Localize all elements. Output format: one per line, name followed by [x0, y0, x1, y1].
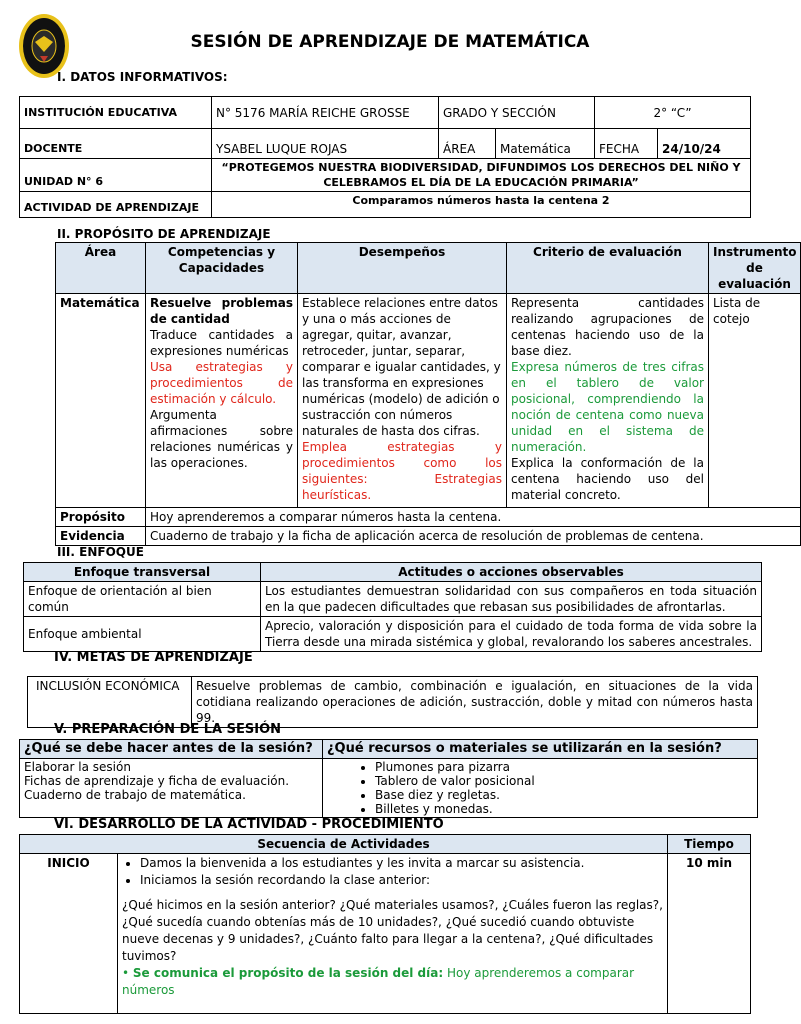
preparacion-table — [19, 739, 758, 818]
inicio-bullet: • Iniciamos la sesión recordando la clase anterior: — [140, 872, 663, 889]
competencias-cell — [146, 294, 298, 508]
criterio-1: Representa cantidades realizando agrupaciones de centenas haciendo uso de la base diez. — [511, 296, 704, 358]
grado-label: GRADO Y SECCIÓN — [439, 97, 595, 129]
institucion-value: N° 5176 MARÍA REICHE GROSSE — [212, 97, 439, 129]
procedimiento-table — [19, 834, 751, 1014]
criterio-3: Explica la conformación de la centena haciendo uso del material concreto. — [511, 456, 704, 502]
section-3-heading: III. ENFOQUE — [57, 545, 144, 559]
section-6-heading: VI. DESARROLLO DE LA ACTIVIDAD - PROCEDIMIENTO — [54, 817, 444, 832]
docente-label: DOCENTE — [20, 129, 212, 159]
bullet-icon: • — [122, 966, 133, 980]
evidencia-value: Cuaderno de trabajo y la ficha de aplicación acerca de resolución de problemas de centena. — [146, 527, 801, 546]
grado-value: 2° “C” — [595, 97, 751, 129]
antes-item: Fichas de aprendizaje y ficha de evaluación. — [24, 774, 290, 788]
antes-item: Elaborar la sesión — [24, 760, 131, 774]
header-area: Área — [56, 243, 146, 294]
enfoque-name: Enfoque ambiental — [24, 617, 261, 652]
inicio-questions: ¿Qué hicimos en la sesión anterior? ¿Qué materiales usamos?, ¿Cuáles fueron las reglas?, ¿Qué sucedía cuando obtenías más de 10 unidades?, ¿Qué sucedió cuando obtuviste nueve decenas y 9 unidades?, ¿Cuánto falto para llegar a la centena?, ¿Qué dificultades tuvimos? — [122, 898, 663, 963]
purpose-bold: Se comunica el propósito de la sesión del día: — [132, 966, 444, 980]
metas-table — [27, 676, 758, 728]
datos-table — [19, 96, 751, 218]
instrumento-cell: Lista de cotejo — [709, 294, 801, 508]
time-inicio: 10 min — [668, 854, 751, 1014]
enfoque-header-1: Enfoque transversal — [24, 563, 261, 582]
actividad-label: ACTIVIDAD DE APRENDIZAJE — [20, 192, 212, 218]
secuencia-header: Secuencia de Actividades — [20, 835, 668, 854]
area-label: ÁREA — [439, 129, 496, 159]
competencia-title: Resuelve problemas de cantidad — [150, 296, 293, 326]
unidad-label: UNIDAD N° 6 — [20, 159, 212, 192]
phase-inicio: INICIO — [20, 854, 118, 1014]
header-desempenos: Desempeños — [298, 243, 507, 294]
docente-value: YSABEL LUQUE ROJAS — [212, 129, 439, 159]
recurso-item: • Plumones para pizarra — [375, 760, 753, 774]
criterio-cell — [507, 294, 709, 508]
preparacion-header-1: ¿Qué se debe hacer antes de la sesión? — [20, 740, 323, 759]
fecha-value: 24/10/24 — [658, 129, 751, 159]
enfoque-header-2: Actitudes o acciones observables — [261, 563, 762, 582]
tiempo-header: Tiempo — [668, 835, 751, 854]
section-4-heading: IV. METAS DE APRENDIZAJE — [54, 650, 253, 665]
capacidad-2: Usa estrategias y procedimientos de estimación y cálculo. — [150, 360, 293, 406]
enfoque-table — [23, 562, 762, 652]
capacidad-1: Traduce cantidades a expresiones numéricas — [150, 328, 293, 358]
section-2-heading: II. PROPÓSITO DE APRENDIZAJE — [57, 227, 271, 241]
section-5-heading: V. PREPARACIÓN DE LA SESIÓN — [54, 722, 282, 737]
metas-value: Resuelve problemas de cambio, combinación e igualación, en situaciones de la vida cotidiana realizando operaciones de adición, sustracción, doble y mitad con números hasta 99. — [192, 677, 758, 728]
recursos-cell — [323, 759, 758, 818]
criterio-2: Expresa números de tres cifras en el tablero de valor posicional, comprendiendo la noción de centena como nueva unidad en el sistema de numeración. — [511, 360, 704, 454]
section-1-heading: I. DATOS INFORMATIVOS: — [57, 70, 228, 84]
proposito-value: Hoy aprenderemos a comparar números hasta la centena. — [146, 508, 801, 527]
header-competencias: Competencias y Capacidades — [146, 243, 298, 294]
area-value: Matemática — [496, 129, 595, 159]
desempenos-cell — [298, 294, 507, 508]
evidencia-label: Evidencia — [56, 527, 146, 546]
area-cell: Matemática — [56, 294, 146, 508]
desempeno-2: Emplea estrategias y procedimientos como los siguientes: Estrategias heurísticas. — [302, 440, 502, 502]
recurso-item: • Base diez y regletas. — [375, 788, 753, 802]
enfoque-actitud: Los estudiantes demuestran solidaridad con sus compañeros en toda situación en la que padecen dificultades que rebasan sus posibilidades de afrontarlas. — [261, 582, 762, 617]
enfoque-name: Enfoque de orientación al bien común — [24, 582, 261, 617]
enfoque-actitud: Aprecio, valoración y disposición para el cuidado de toda forma de vida sobre la Tierra desde una mirada sistémica y global, revalorando los saberes ancestrales. — [261, 617, 762, 652]
recurso-item: • Tablero de valor posicional — [375, 774, 753, 788]
institucion-label: INSTITUCIÓN EDUCATIVA — [20, 97, 212, 129]
proposito-label: Propósito — [56, 508, 146, 527]
desempeno-1: Establece relaciones entre datos y una o más acciones de agregar, quitar, avanzar, retroceder, juntar, separar, comparar e igualar cantidades, y las transforma en expresiones numéricas (modelo) de adición o sustracción con números naturales de hasta dos cifras. — [302, 296, 501, 438]
header-instrumento: Instrumento de evaluación — [709, 243, 801, 294]
proposito-table — [55, 242, 801, 546]
inicio-bullet: • Damos la bienvenida a los estudiantes y les invita a marcar su asistencia. — [140, 855, 663, 872]
metas-label: INCLUSIÓN ECONÓMICA — [28, 677, 192, 728]
page-title: SESIÓN DE APRENDIZAJE DE MATEMÁTICA — [190, 32, 590, 52]
inicio-content — [118, 854, 668, 1014]
recurso-item: • Billetes y monedas. — [375, 802, 753, 816]
unidad-value: “PROTEGEMOS NUESTRA BIODIVERSIDAD, DIFUNDIMOS LOS DERECHOS DEL NIÑO Y CELEBRAMOS EL DÍA DE LA EDUCACIÓN PRIMARIA” — [212, 159, 751, 192]
header-criterio: Criterio de evaluación — [507, 243, 709, 294]
purpose-text: Hoy aprenderemos a comparar números — [122, 966, 635, 997]
antes-cell — [20, 759, 323, 818]
preparacion-header-2: ¿Qué recursos o materiales se utilizarán en la sesión? — [323, 740, 758, 759]
fecha-label: FECHA — [595, 129, 658, 159]
antes-item: Cuaderno de trabajo de matemática. — [24, 788, 246, 802]
actividad-value: Comparamos números hasta la centena 2 — [212, 192, 751, 218]
capacidad-3: Argumenta afirmaciones sobre relaciones numéricas y las operaciones. — [150, 408, 293, 470]
